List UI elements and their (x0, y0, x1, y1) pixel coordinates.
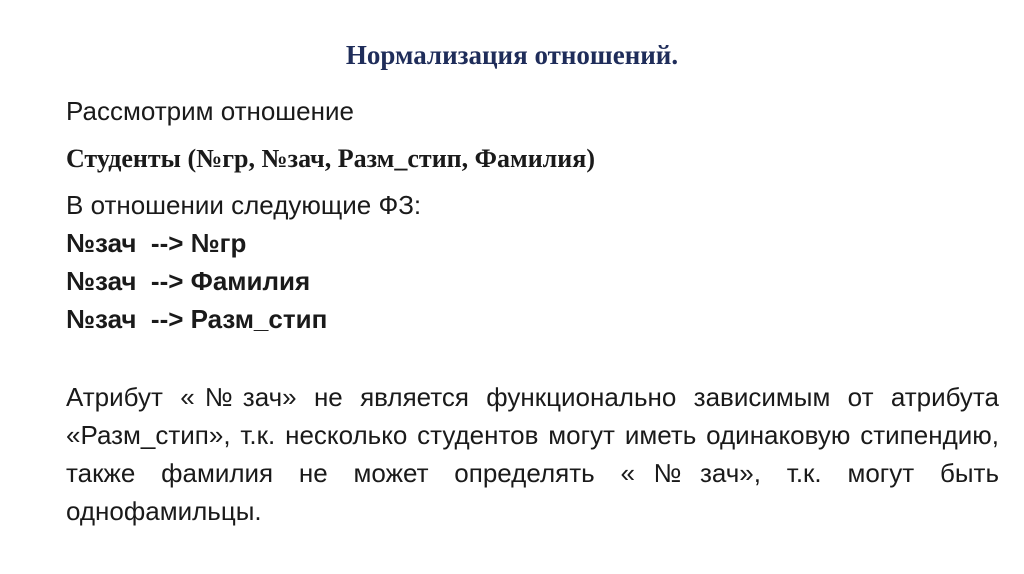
dependency-1: №зач --> №гр (66, 228, 247, 258)
fd-header: В отношении следующие ФЗ: (66, 190, 422, 220)
slide-title: Нормализация отношений. (345, 40, 679, 70)
relation-definition: Студенты (№гр, №зач, Разм_стип, Фамилия) (66, 144, 595, 173)
dependency-3: №зач --> Разм_стип (66, 304, 328, 334)
dependency-2: №зач --> Фамилия (66, 266, 311, 296)
explanation-paragraph: Атрибут «№зач» не является функционально зависимым от атрибута «Разм_стип», т.к. несколько студентов могут иметь одинаковую стипендию, также фамилия не может определять «№зач», т.к. могут быть однофамильцы. (66, 382, 999, 526)
intro-text: Рассмотрим отношение (66, 96, 354, 126)
